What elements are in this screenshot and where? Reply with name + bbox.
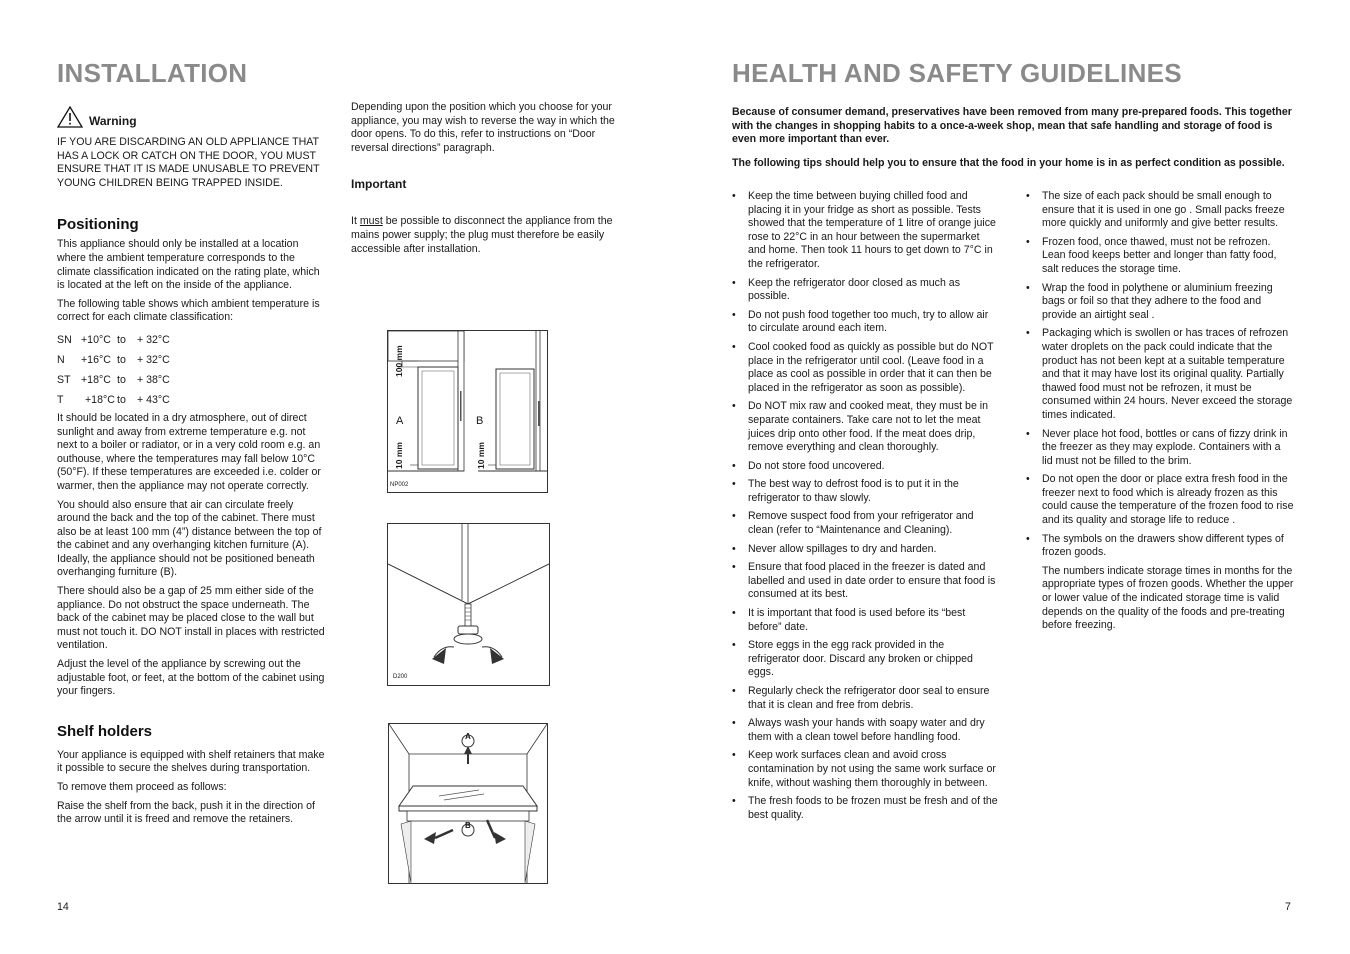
dimension-label: 10 mm: [476, 442, 486, 469]
figure-code: NP002: [390, 482, 409, 488]
figure-label-b: B: [476, 415, 484, 427]
shelf-paragraph: Raise the shelf from the back, push it in the direction of the arrow until it is freed and remove the retainers.: [57, 799, 315, 826]
shelf-holders-diagram: [389, 724, 547, 883]
shelf-holders-heading: Shelf holders: [57, 722, 153, 740]
climate-row: N +16°C to + 32°C: [57, 353, 170, 366]
list-item: • Do NOT mix raw and cooked meat, they must be in separate containers. Take care not to let the meat juices drip onto other food. If the meat does drip, remove everything and clean thoroughly.: [732, 400, 998, 454]
guidelines-column-1: [732, 190, 998, 827]
list-item: • Cool cooked food as quickly as possible but do NOT place in the refrigerator until cool. (Leave food in a place as cool as possible in order that it can then be placed in the refrigerator as soon as possible).: [732, 341, 998, 395]
warning-triangle-icon: [57, 106, 83, 128]
list-item: • Store eggs in the egg rack provided in the refrigerator door. Discard any broken or chipped eggs.: [732, 639, 998, 680]
list-item: • Always wash your hands with soapy water and dry them with a clean towel before handling food.: [732, 717, 998, 744]
positioning-paragraph: This appliance should only be installed at a location where the ambient temperature corresponds to the climate classification indicated on the rating plate, which is located at the left on the inside of the appliance.: [57, 238, 320, 292]
positioning-paragraph: There should also be a gap of 25 mm either side of the appliance. Do not obstruct the space underneath. The back of the cabinet may be placed close to the wall but must not touch it. DO NOT install in places with restricted ventilation.: [57, 585, 325, 652]
door-reversal-paragraph: Depending upon the position which you choose for your appliance, you may wish to reverse the way in which the door opens. To do this, refer to instructions on “Door reversal directions” paragraph.: [351, 101, 615, 154]
page-number: 7: [1285, 901, 1291, 913]
figure-label-b: B: [465, 821, 471, 830]
climate-table: [57, 330, 325, 410]
list-item: • Do not push food together too much, try to allow air to circulate around each item.: [732, 309, 998, 336]
intro-paragraph: The following tips should help you to ensure that the food in your home is in as perfect condition as possible.: [732, 156, 1285, 169]
list-item: • Frozen food, once thawed, must not be refrozen. Lean food keeps better and longer than fatty food, salt reduces the storage time.: [1026, 236, 1294, 277]
page-title-health-safety: HEALTH AND SAFETY GUIDELINES: [732, 58, 1182, 88]
list-item: • Do not store food uncovered.: [732, 460, 998, 474]
list-item: • Ensure that food placed in the freezer is dated and labelled and used in date order to ensure that food is consumed at its best.: [732, 561, 998, 602]
list-item: • Packaging which is swollen or has traces of refrozen water droplets on the pack could indicate that the product has not been kept at a suitable temperature and that it may have lost its original quality. Partially thawed food must not be refrozen, it must be consumed within 24 hours. Never exceed the storage times indicated.: [1026, 327, 1294, 422]
warning-label: Warning: [89, 114, 137, 128]
shelf-paragraph: To remove them proceed as follows:: [57, 781, 227, 793]
list-item: • The symbols on the drawers show different types of frozen goods.: [1026, 533, 1294, 560]
list-item: • The best way to defrost food is to put it in the refrigerator to thaw slowly.: [732, 478, 998, 505]
positioning-paragraph: You should also ensure that air can circulate freely around the back and the top of the cabinet. There must also be at least 100 mm (4”) distance between the top of the cabinet and any overhanging kitchen furniture (A). Ideally, the appliance should not be positioned beneath overhanging furniture (B).: [57, 498, 322, 579]
shelf-holders-figure: [388, 723, 548, 884]
climate-row: SN +10°C to + 32°C: [57, 333, 170, 346]
installation-column-1: [57, 106, 325, 832]
guidelines-list: [1026, 190, 1294, 560]
important-heading: Important: [351, 177, 407, 192]
shelf-paragraph: Your appliance is equipped with shelf retainers that make it possible to secure the shelves during transportation.: [57, 748, 325, 775]
intro-paragraph: Because of consumer demand, preservatives have been removed from many pre-prepared foods. This together with the changes in shopping habits to a once-a-week shop, mean that safe handling and storage of food is even more important than ever.: [732, 106, 1292, 146]
figure-label-a: A: [396, 415, 404, 427]
installation-column-2: [351, 101, 619, 261]
dimension-label: 100 mm: [394, 345, 404, 377]
list-item: • Keep work surfaces clean and avoid cross contamination by not using the same work surface or knife, without washing them thoroughly in between.: [732, 749, 998, 790]
positioning-paragraph: Adjust the level of the appliance by screwing out the adjustable foot, or feet, at the bottom of the cabinet using your fingers.: [57, 658, 325, 698]
positioning-heading: Positioning: [57, 216, 139, 234]
important-paragraph: It must be possible to disconnect the appliance from the mains power supply; the plug must therefore be easily accessible after installation.: [351, 215, 613, 255]
health-safety-intro: [732, 106, 1292, 175]
list-item: • Do not open the door or place extra fresh food in the freezer next to food which is already frozen as this could cause the temperature of the frozen food to rise and its quality and storage life to reduce .: [1026, 473, 1294, 527]
positioning-paragraph: The following table shows which ambient temperature is correct for each climate classification:: [57, 297, 320, 324]
storage-note: The numbers indicate storage times in months for the appropriate types of frozen goods. Whether the upper or lower value of the indicated storage time is valid depends on the quality of the foods and pre-treating before freezing.: [1042, 564, 1294, 632]
guidelines-list: [732, 190, 998, 822]
figure-label-a: A: [465, 732, 471, 741]
list-item: • It is important that food is used before its “best before” date.: [732, 607, 998, 634]
page-number: 14: [57, 901, 69, 913]
dimension-label: 10 mm: [394, 442, 404, 469]
climate-row: ST +18°C to + 38°C: [57, 373, 170, 386]
figure-code: D200: [393, 674, 408, 680]
clearance-figure: [387, 330, 548, 493]
list-item: • Never place hot food, bottles or cans of fizzy drink in the freezer as they may explode. Containers with a lid must not be filled to the brim.: [1026, 428, 1294, 469]
climate-row: T +18°C to + 43°C: [57, 393, 170, 406]
list-item: • Keep the time between buying chilled food and placing it in your fridge as short as possible. Tests showed that the temperature of 1 litre of orange juice rose to 22°C in an hour between the supermarket and home. Then took 11 hours to get down to 7°C in the refrigerator.: [732, 190, 998, 272]
list-item: • Remove suspect food from your refrigerator and clean (refer to “Maintenance and Cleaning).: [732, 510, 998, 537]
clearance-diagram: [388, 331, 547, 492]
list-item: • Keep the refrigerator door closed as much as possible.: [732, 277, 998, 304]
list-item: • The fresh foods to be frozen must be fresh and of the best quality.: [732, 795, 998, 822]
positioning-paragraph: It should be located in a dry atmosphere, out of direct sunlight and away from extreme temperature e.g. not next to a boiler or radiator, or in a very cold room e.g. an outhouse, where the temperatures may fall below 10°C (50°F). If these temperatures are exceeded i.e. colder or warmer, then the appliance may not operate correctly.: [57, 411, 321, 492]
guidelines-column-2: [1026, 190, 1294, 638]
list-item: • Never allow spillages to dry and harden.: [732, 543, 998, 557]
warning-text: IF YOU ARE DISCARDING AN OLD APPLIANCE THAT HAS A LOCK OR CATCH ON THE DOOR, YOU MUST ENSURE THAT IT IS MADE UNUSABLE TO PREVENT YOUNG CHILDREN BEING TRAPPED INSIDE.: [57, 136, 320, 189]
warning-heading: [57, 106, 325, 128]
adjustable-foot-diagram: [388, 524, 549, 685]
adjustable-foot-figure: [387, 523, 550, 686]
page-title-installation: INSTALLATION: [57, 58, 248, 88]
list-item: • Wrap the food in polythene or aluminium freezing bags or foil so that they adhere to the food and provide an airtight seal .: [1026, 282, 1294, 323]
list-item: • Regularly check the refrigerator door seal to ensure that it is clean and free from debris.: [732, 685, 998, 712]
list-item: • The size of each pack should be small enough to ensure that it is used in one go . Small packs freeze more quickly and uniformly and give better results.: [1026, 190, 1294, 231]
